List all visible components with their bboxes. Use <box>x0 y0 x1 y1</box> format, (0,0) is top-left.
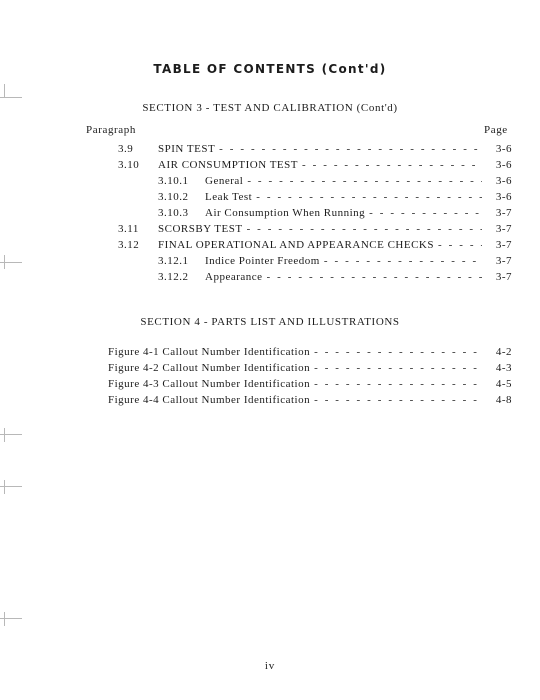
toc-entry-number: 3.10 <box>118 159 140 171</box>
dot-leader <box>324 255 482 267</box>
margin-mark <box>4 612 5 626</box>
toc-entry-title: SCORSBY TEST <box>158 223 243 235</box>
toc-entry-number: 3.12 <box>118 239 140 251</box>
toc-entry-page: 3-7 <box>495 239 512 251</box>
toc-entry-number: 3.10.2 <box>158 191 189 203</box>
margin-mark <box>0 262 22 263</box>
figure-entry-page: 4-5 <box>495 378 512 390</box>
toc-entry <box>118 239 512 255</box>
figure-entry-page: 4-3 <box>495 362 512 374</box>
paragraph-column-header: Paragraph <box>86 124 136 136</box>
toc-entry-page: 3-7 <box>495 255 512 267</box>
figure-entry <box>108 394 512 410</box>
dot-leader <box>247 175 482 187</box>
margin-mark <box>0 618 22 619</box>
toc-entry-title: Air Consumption When Running <box>205 207 366 219</box>
figure-entry-page: 4-8 <box>495 394 512 406</box>
toc-entry <box>118 223 512 239</box>
figure-entry-title: Figure 4-3 Callout Number Identification <box>108 378 311 390</box>
figure-entry <box>108 346 512 362</box>
toc-entry <box>158 271 512 287</box>
dot-leader <box>219 143 482 155</box>
figure-entry-page: 4-2 <box>495 346 512 358</box>
toc-entry-number: 3.12.2 <box>158 271 189 283</box>
dot-leader <box>256 191 482 203</box>
toc-entry-number: 3.10.1 <box>158 175 189 187</box>
dot-leader <box>267 271 482 283</box>
toc-entry-page: 3-7 <box>495 207 512 219</box>
toc-entry-page: 3-7 <box>495 223 512 235</box>
figure-entry <box>108 362 512 378</box>
toc-entry-page: 3-6 <box>495 159 512 171</box>
toc-entry <box>158 255 512 271</box>
dot-leader <box>438 239 482 251</box>
dot-leader <box>302 159 482 171</box>
toc-entry-title: General <box>205 175 244 187</box>
margin-mark <box>0 97 22 98</box>
dot-leader <box>247 223 482 235</box>
dot-leader <box>314 394 482 406</box>
toc-entry-title: Indice Pointer Freedom <box>205 255 320 267</box>
margin-mark <box>4 480 5 494</box>
figure-entry-title: Figure 4-2 Callout Number Identification <box>108 362 311 374</box>
figure-entry-title: Figure 4-1 Callout Number Identification <box>108 346 311 358</box>
margin-mark <box>4 428 5 442</box>
section-3-heading: SECTION 3 - TEST AND CALIBRATION (Cont'd) <box>142 102 398 114</box>
dot-leader <box>369 207 482 219</box>
toc-entry-number: 3.12.1 <box>158 255 189 267</box>
margin-mark <box>4 84 5 98</box>
toc-entry-number: 3.9 <box>118 143 134 155</box>
toc-entry-page: 3-7 <box>495 271 512 283</box>
figure-entry-title: Figure 4-4 Callout Number Identification <box>108 394 311 406</box>
dot-leader <box>314 378 482 390</box>
page-number: iv <box>264 660 276 672</box>
toc-entry-number: 3.10.3 <box>158 207 189 219</box>
toc-entry-title: FINAL OPERATIONAL AND APPEARANCE CHECKS <box>158 239 434 251</box>
margin-mark <box>0 486 22 487</box>
toc-entry-number: 3.11 <box>118 223 139 235</box>
dot-leader <box>314 346 482 358</box>
toc-entry <box>118 143 512 159</box>
toc-entry-title: SPIN TEST <box>158 143 216 155</box>
toc-entry <box>158 175 512 191</box>
toc-entry-page: 3-6 <box>495 191 512 203</box>
toc-entry-page: 3-6 <box>495 175 512 187</box>
toc-entry <box>158 191 512 207</box>
toc-entry-page: 3-6 <box>495 143 512 155</box>
toc-entry-title: Appearance <box>205 271 263 283</box>
page-column-header: Page <box>484 124 508 136</box>
dot-leader <box>314 362 482 374</box>
page-title: TABLE OF CONTENTS (Cont'd) <box>153 62 387 76</box>
toc-entry <box>158 207 512 223</box>
toc-entry-title: Leak Test <box>205 191 253 203</box>
section-4-heading: SECTION 4 - PARTS LIST AND ILLUSTRATIONS <box>140 316 400 328</box>
toc-entry <box>118 159 512 175</box>
toc-entry-title: AIR CONSUMPTION TEST <box>158 159 298 171</box>
margin-mark <box>0 434 22 435</box>
figure-entry <box>108 378 512 394</box>
